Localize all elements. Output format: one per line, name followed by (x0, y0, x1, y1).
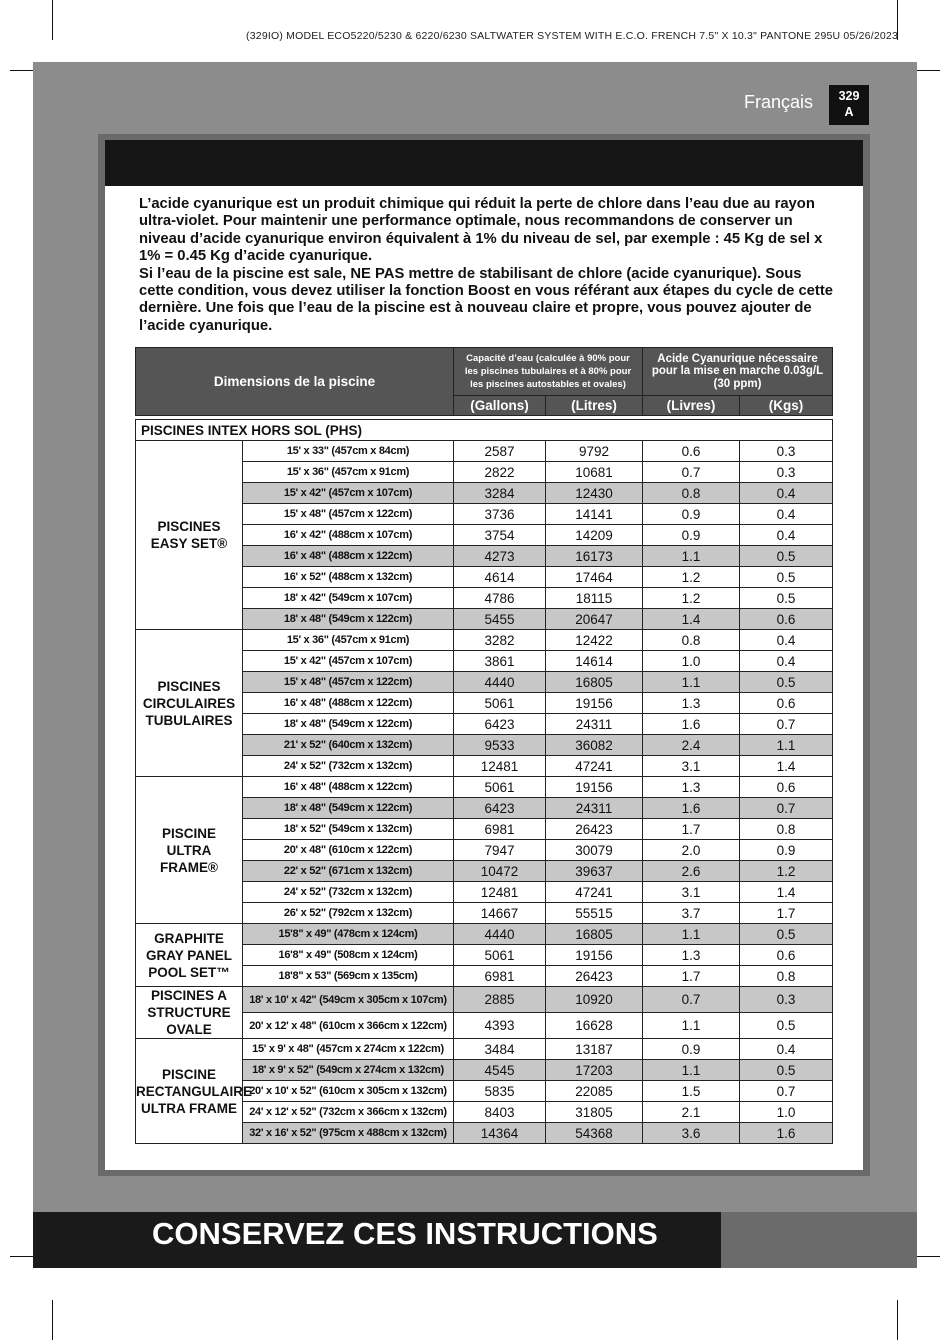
litres-cell: 19156 (546, 945, 643, 966)
gallons-cell: 4545 (454, 1060, 546, 1081)
header-cyanuric-acid: Acide Cyanurique nécessaire pour la mise en marche 0.03g/L (30 ppm) (643, 348, 833, 396)
table-row (136, 630, 833, 651)
pool-dimension-cell: 15' x 36" (457cm x 91cm) (243, 630, 454, 651)
livres-cell: 2.4 (643, 735, 740, 756)
litres-cell: 16173 (546, 546, 643, 567)
litres-cell: 30079 (546, 840, 643, 861)
gallons-cell: 5061 (454, 777, 546, 798)
litres-cell: 22085 (546, 1081, 643, 1102)
kgs-cell: 0.8 (740, 966, 833, 987)
kgs-cell: 1.0 (740, 1102, 833, 1123)
gallons-cell: 8403 (454, 1102, 546, 1123)
pool-dimension-cell: 15' x 42" (457cm x 107cm) (243, 483, 454, 504)
litres-cell: 26423 (546, 966, 643, 987)
gallons-cell: 12481 (454, 756, 546, 777)
livres-cell: 1.2 (643, 588, 740, 609)
kgs-cell: 0.5 (740, 567, 833, 588)
cyanuric-acid-table (135, 347, 833, 1144)
pool-dimension-cell: 22' x 52" (671cm x 132cm) (243, 861, 454, 882)
table-row (136, 1039, 833, 1060)
pool-group-name-line: PISCINES (157, 678, 221, 694)
litres-cell: 16805 (546, 672, 643, 693)
livres-cell: 1.6 (643, 714, 740, 735)
gallons-cell: 4614 (454, 567, 546, 588)
pool-dimension-cell: 20' x 10' x 52" (610cm x 305cm x 132cm) (243, 1081, 454, 1102)
pool-group-name-line: PISCINES (157, 519, 221, 534)
gallons-cell: 6981 (454, 819, 546, 840)
livres-cell: 3.6 (643, 1123, 740, 1144)
gallons-cell: 4440 (454, 924, 546, 945)
kgs-cell: 0.9 (740, 840, 833, 861)
livres-cell: 0.9 (643, 504, 740, 525)
pool-dimension-cell: 16' x 42" (488cm x 107cm) (243, 525, 454, 546)
pool-group-name-line: EASY SET® (150, 536, 228, 551)
litres-cell: 26423 (546, 819, 643, 840)
livres-cell: 1.7 (643, 819, 740, 840)
pool-group-name-line: GRAPHITE (154, 930, 224, 946)
livres-cell: 0.9 (643, 525, 740, 546)
pool-group-name-line: PISCINE (161, 1066, 216, 1082)
livres-cell: 0.7 (643, 462, 740, 483)
kgs-cell: 0.7 (740, 1081, 833, 1102)
kgs-cell: 0.3 (740, 987, 833, 1013)
kgs-cell: 0.4 (740, 651, 833, 672)
pool-dimension-cell: 18' x 10' x 42" (549cm x 305cm x 107cm) (243, 987, 454, 1013)
pool-dimension-cell: 21' x 52" (640cm x 132cm) (243, 735, 454, 756)
kgs-cell: 0.7 (740, 714, 833, 735)
litres-cell: 54368 (546, 1123, 643, 1144)
section-row (136, 420, 833, 441)
livres-cell: 2.0 (643, 840, 740, 861)
kgs-cell: 1.1 (740, 735, 833, 756)
kgs-cell: 1.6 (740, 1123, 833, 1144)
header-unit-livres: (Livres) (643, 396, 740, 416)
gallons-cell: 6981 (454, 966, 546, 987)
livres-cell: 0.6 (643, 441, 740, 462)
intro-paragraph-1: L’acide cyanurique est un produit chimique qui réduit la perte de chlore dans l’eau due au rayon ultra-violet. Pour maintenir une performance optimale, nous recommandons de conserver un niveau d’acide cyanurique environ équivalent à 1% du niveau de sel, par exemple : 45 Kg de sel x 1% = 0.45 Kg d’acide cyanurique. (139, 196, 823, 265)
gallons-cell: 3484 (454, 1039, 546, 1060)
panel-title-bar (105, 140, 863, 186)
pool-dimension-cell: 15' x 9' x 48" (457cm x 274cm x 122cm) (243, 1039, 454, 1060)
livres-cell: 0.8 (643, 483, 740, 504)
livres-cell: 1.1 (643, 924, 740, 945)
pool-group-name-line: PISCINE (161, 825, 216, 841)
livres-cell: 1.3 (643, 945, 740, 966)
kgs-cell: 0.4 (740, 630, 833, 651)
litres-cell: 24311 (546, 798, 643, 819)
livres-cell: 1.4 (643, 609, 740, 630)
footer-bar-accent (721, 1212, 917, 1268)
pool-dimension-cell: 15' x 48" (457cm x 122cm) (243, 672, 454, 693)
litres-cell: 10681 (546, 462, 643, 483)
livres-cell: 1.1 (643, 1013, 740, 1039)
kgs-cell: 0.7 (740, 798, 833, 819)
pool-group-name-line: ULTRA (166, 842, 212, 858)
gallons-cell: 5061 (454, 945, 546, 966)
intro-paragraph-2: Si l’eau de la piscine est sale, NE PAS mettre de stabilisant de chlore (acide cyanurique). Sous cette condition, vous devez utiliser la fonction Boost en vous référant aux étapes du cycle de cette dernière. Une fois que l’eau de la piscine est à nouveau claire et propre, vous pouvez ajouter de l’acide cyanurique. (139, 265, 833, 334)
pool-group-name (136, 987, 243, 1039)
kgs-cell: 0.6 (740, 693, 833, 714)
kgs-cell: 0.4 (740, 504, 833, 525)
gallons-cell: 2587 (454, 441, 546, 462)
pool-group-name (136, 777, 243, 924)
kgs-cell: 0.4 (740, 483, 833, 504)
pool-group-name-line: CIRCULAIRES (142, 695, 236, 711)
litres-cell: 47241 (546, 756, 643, 777)
litres-cell: 20647 (546, 609, 643, 630)
litres-cell: 13187 (546, 1039, 643, 1060)
livres-cell: 1.2 (643, 567, 740, 588)
page-number-badge (829, 85, 869, 125)
pool-dimension-cell: 16' x 48" (488cm x 122cm) (243, 777, 454, 798)
litres-cell: 19156 (546, 777, 643, 798)
litres-cell: 17464 (546, 567, 643, 588)
pool-group-name (136, 1039, 252, 1144)
pool-dimension-cell: 16' x 48" (488cm x 122cm) (243, 546, 454, 567)
livres-cell: 0.8 (643, 630, 740, 651)
gallons-cell: 2885 (454, 987, 546, 1013)
pool-group-name-line: FRAME® (160, 859, 218, 875)
gallons-cell: 5835 (454, 1081, 546, 1102)
livres-cell: 0.9 (643, 1039, 740, 1060)
footer-title: CONSERVEZ CES INSTRUCTIONS (152, 1216, 658, 1251)
kgs-cell: 0.3 (740, 441, 833, 462)
pool-dimension-cell: 18'8" x 53" (569cm x 135cm) (243, 966, 454, 987)
pool-group-name-line: RECTANGULAIRE (136, 1083, 252, 1099)
livres-cell: 3.1 (643, 882, 740, 903)
litres-cell: 10920 (546, 987, 643, 1013)
kgs-cell: 0.5 (740, 546, 833, 567)
pool-group-name-line: POOL SET™ (148, 964, 230, 980)
table-row (136, 441, 833, 462)
kgs-cell: 1.4 (740, 756, 833, 777)
litres-cell: 14614 (546, 651, 643, 672)
kgs-cell: 0.5 (740, 672, 833, 693)
pool-dimension-cell: 18' x 9' x 52" (549cm x 274cm x 132cm) (243, 1060, 454, 1081)
gallons-cell: 12481 (454, 882, 546, 903)
litres-cell: 39637 (546, 861, 643, 882)
pool-dimension-cell: 16'8" x 49" (508cm x 124cm) (243, 945, 454, 966)
page-number-suffix: A (844, 105, 854, 119)
pool-group-name-line: GRAY PANEL (145, 947, 233, 963)
gallons-cell: 4440 (454, 672, 546, 693)
gallons-cell: 2822 (454, 462, 546, 483)
pool-dimension-cell: 15' x 33" (457cm x 84cm) (243, 441, 454, 462)
gallons-cell: 5061 (454, 693, 546, 714)
litres-cell: 17203 (546, 1060, 643, 1081)
gallons-cell: 4273 (454, 546, 546, 567)
pool-dimension-cell: 18' x 48" (549cm x 122cm) (243, 798, 454, 819)
header-unit-kgs: (Kgs) (740, 396, 833, 416)
livres-cell: 1.6 (643, 798, 740, 819)
litres-cell: 16628 (546, 1013, 643, 1039)
kgs-cell: 0.4 (740, 1039, 833, 1060)
kgs-cell: 0.6 (740, 609, 833, 630)
livres-cell: 1.0 (643, 651, 740, 672)
litres-cell: 12430 (546, 483, 643, 504)
litres-cell: 31805 (546, 1102, 643, 1123)
table-row (136, 924, 833, 945)
litres-cell: 24311 (546, 714, 643, 735)
table-row (136, 777, 833, 798)
livres-cell: 1.1 (643, 546, 740, 567)
pool-group-name (136, 924, 243, 987)
gallons-cell: 3736 (454, 504, 546, 525)
livres-cell: 1.3 (643, 777, 740, 798)
pool-dimension-cell: 15'8" x 49" (478cm x 124cm) (243, 924, 454, 945)
litres-cell: 36082 (546, 735, 643, 756)
print-info-header: (329IO) MODEL ECO5220/5230 & 6220/6230 SALTWATER SYSTEM WITH E.C.O. FRENCH 7.5" X 10.3" PANTONE 295U 05/26/2023 (246, 30, 898, 42)
header-unit-gallons: (Gallons) (454, 396, 546, 416)
livres-cell: 2.1 (643, 1102, 740, 1123)
livres-cell: 3.1 (643, 756, 740, 777)
pool-dimension-cell: 32' x 16' x 52" (975cm x 488cm x 132cm) (243, 1123, 454, 1144)
kgs-cell: 0.6 (740, 945, 833, 966)
kgs-cell: 0.4 (740, 525, 833, 546)
livres-cell: 1.5 (643, 1081, 740, 1102)
litres-cell: 12422 (546, 630, 643, 651)
gallons-cell: 10472 (454, 861, 546, 882)
header-capacity: Capacité d’eau (calculée à 90% pour les piscines tubulaires et à 80% pour les piscines autostables et ovales) (454, 348, 643, 396)
pool-dimension-cell: 24' x 52" (732cm x 132cm) (243, 756, 454, 777)
livres-cell: 3.7 (643, 903, 740, 924)
livres-cell: 0.7 (643, 987, 740, 1013)
header-unit-litres: (Litres) (546, 396, 643, 416)
gallons-cell: 6423 (454, 798, 546, 819)
livres-cell: 1.3 (643, 693, 740, 714)
gallons-cell: 6423 (454, 714, 546, 735)
litres-cell: 14141 (546, 504, 643, 525)
pool-dimension-cell: 16' x 48" (488cm x 122cm) (243, 693, 454, 714)
pool-dimension-cell: 18' x 48" (549cm x 122cm) (243, 609, 454, 630)
litres-cell: 14209 (546, 525, 643, 546)
gallons-cell: 3282 (454, 630, 546, 651)
table-row (136, 987, 833, 1013)
livres-cell: 1.1 (643, 1060, 740, 1081)
litres-cell: 55515 (546, 903, 643, 924)
litres-cell: 16805 (546, 924, 643, 945)
pool-group-name (136, 441, 243, 630)
pool-group-name-line: STRUCTURE (147, 1005, 231, 1020)
pool-group-name-line: PISCINES A (150, 988, 228, 1003)
pool-dimension-cell: 15' x 36" (457cm x 91cm) (243, 462, 454, 483)
kgs-cell: 0.5 (740, 924, 833, 945)
livres-cell: 2.6 (643, 861, 740, 882)
livres-cell: 1.1 (643, 672, 740, 693)
gallons-cell: 4393 (454, 1013, 546, 1039)
kgs-cell: 0.6 (740, 777, 833, 798)
pool-dimension-cell: 24' x 52" (732cm x 132cm) (243, 882, 454, 903)
pool-dimension-cell: 20' x 12' x 48" (610cm x 366cm x 122cm) (243, 1013, 454, 1039)
pool-dimension-cell: 26' x 52" (792cm x 132cm) (243, 903, 454, 924)
gallons-cell: 3861 (454, 651, 546, 672)
gallons-cell: 4786 (454, 588, 546, 609)
litres-cell: 47241 (546, 882, 643, 903)
kgs-cell: 1.2 (740, 861, 833, 882)
pool-group-name (136, 630, 243, 777)
gallons-cell: 3754 (454, 525, 546, 546)
pool-dimension-cell: 18' x 52" (549cm x 132cm) (243, 819, 454, 840)
header-dimensions: Dimensions de la piscine (136, 348, 454, 416)
pool-group-name-line: ULTRA FRAME (141, 1100, 237, 1116)
page-number: 329 (838, 89, 860, 103)
pool-dimension-cell: 18' x 42" (549cm x 107cm) (243, 588, 454, 609)
gallons-cell: 7947 (454, 840, 546, 861)
pool-dimension-cell: 15' x 48" (457cm x 122cm) (243, 504, 454, 525)
gallons-cell: 14364 (454, 1123, 546, 1144)
kgs-cell: 0.5 (740, 1060, 833, 1081)
litres-cell: 19156 (546, 693, 643, 714)
pool-dimension-cell: 20' x 48" (610cm x 122cm) (243, 840, 454, 861)
gallons-cell: 5455 (454, 609, 546, 630)
crop-mark (52, 1300, 53, 1340)
kgs-cell: 1.7 (740, 903, 833, 924)
litres-cell: 9792 (546, 441, 643, 462)
kgs-cell: 0.8 (740, 819, 833, 840)
pool-group-name-line: OVALE (166, 1022, 212, 1037)
gallons-cell: 9533 (454, 735, 546, 756)
language-label: Français (743, 92, 813, 112)
kgs-cell: 0.3 (740, 462, 833, 483)
gallons-cell: 14667 (454, 903, 546, 924)
kgs-cell: 1.4 (740, 882, 833, 903)
pool-group-name-line: TUBULAIRES (145, 712, 233, 728)
section-title: PISCINES INTEX HORS SOL (PHS) (136, 420, 833, 441)
livres-cell: 1.7 (643, 966, 740, 987)
gallons-cell: 3284 (454, 483, 546, 504)
kgs-cell: 0.5 (740, 588, 833, 609)
litres-cell: 18115 (546, 588, 643, 609)
pool-dimension-cell: 15' x 42" (457cm x 107cm) (243, 651, 454, 672)
crop-mark (897, 1300, 898, 1340)
kgs-cell: 0.5 (740, 1013, 833, 1039)
pool-dimension-cell: 24' x 12' x 52" (732cm x 366cm x 132cm) (243, 1102, 454, 1123)
pool-dimension-cell: 18' x 48" (549cm x 122cm) (243, 714, 454, 735)
intro-text (139, 196, 839, 335)
pool-dimension-cell: 16' x 52" (488cm x 132cm) (243, 567, 454, 588)
